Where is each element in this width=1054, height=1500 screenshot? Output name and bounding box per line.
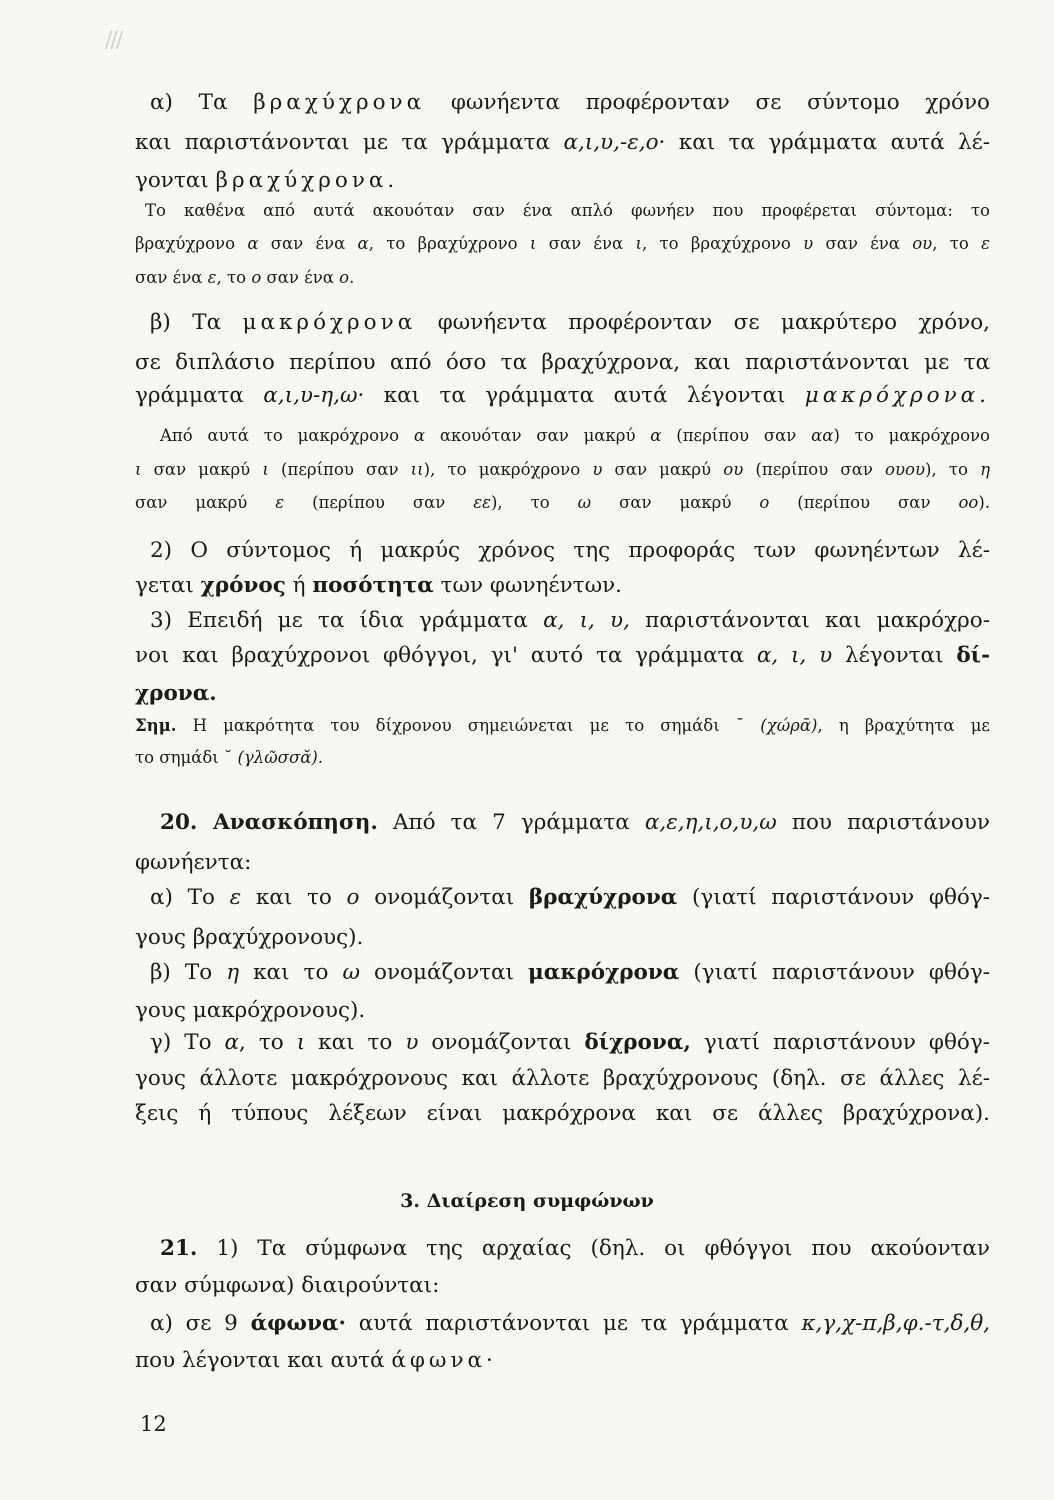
text-line [135,495,990,512]
text-line [135,1275,990,1297]
text-line [135,385,990,407]
text-run: ) το μακρόχρονο [833,426,990,445]
text-line [145,203,990,220]
text-run: δίχρονα, [584,1030,691,1055]
text-line [150,1032,990,1054]
text-run: που λέγονται και αυτά [135,1348,392,1373]
text-run: ο [251,268,262,287]
text-run: Η μακρότητα του δίχρονου σημειώνεται με το σημάδι ¯ [176,716,761,735]
text-run: η [226,960,240,985]
text-run: α [247,234,259,253]
text-line [150,92,990,114]
text-run: ξεις ή τύπους λέξεων είναι μακρόχρονα και σε άλλες βραχύχρονα). [135,1101,990,1126]
text-line [135,927,990,949]
text-run: σαν ένα [258,234,358,253]
text-run: εε [473,493,491,512]
text-run: υ [803,234,814,253]
text-run: β) Το [150,960,227,985]
text-run: βραχύχρονο [135,234,248,253]
text-line [135,170,990,192]
text-run: φωνήεντα προφέρονταν σε σύντομο χρόνο [425,90,990,115]
text-run: και τα γράμματα αυτά λέγονται [364,383,805,408]
text-run: ε [275,493,285,512]
text-run: α [413,426,426,445]
text-run: 21. [160,1236,198,1261]
text-run: α [224,1030,240,1055]
text-line [135,645,990,667]
text-run: ονομάζονται [359,960,529,985]
text-run: φωνήεντα: [135,850,252,875]
text-line [135,132,990,154]
text-run: , το [239,1030,297,1055]
text-run: ι [635,234,642,253]
text-run: ω [342,960,360,985]
text-run: Από τα 7 γράμματα [377,810,645,835]
text-run: (γιατί παριστάνουν φθόγ- [677,885,990,910]
text-run: άφωνα· [250,1311,346,1336]
text-run: μακρόχρονα. [804,383,990,408]
text-line [135,683,990,705]
text-run: (περίπου σαν [284,493,474,512]
text-run: (περίπου σαν [743,460,886,479]
text-run: οο [958,493,979,512]
text-run: και τα γράμματα αυτά λέ- [665,130,990,155]
text-line [135,1350,990,1372]
text-run: ποσότητα [312,573,434,598]
text-run: ε [981,234,990,253]
text-run: 3) Επειδή με τα ίδια γράμματα [150,608,544,633]
text-run: α [650,426,662,445]
text-run: α, ι, υ, [543,608,630,633]
text-run: ή [285,573,313,598]
text-run: που παριστάνουν [776,810,991,835]
text-run: σαν ένα [261,268,340,287]
text-run: ονομάζονται [359,885,529,910]
text-line [160,812,990,834]
text-run: χρονα. [135,681,217,706]
text-run: β) Τα [150,310,243,335]
text-run: ου [723,460,744,479]
text-run: φωνήεντα προφέρονταν σε μακρύτερο χρόνο, [416,310,990,335]
text-line [150,540,990,562]
text-run: κ,γ,χ-π,β,φ.-τ,δ,θ, [801,1311,991,1336]
text-run: γεται [135,573,201,598]
text-run: βραχύχρονα [528,885,678,910]
text-run: 1) Τα σύμφωνα της αρχαίας (δηλ. οι φθόγγοι που ακούονταν [197,1236,990,1261]
text-run: σαν ένα [813,234,913,253]
text-run: και το [241,885,347,910]
text-line [135,575,990,597]
text-run: ι [296,1030,306,1055]
text-run: γους άλλοτε μακρόχρονους και άλλοτε βραχύχρονους (δηλ. σε άλλες λέ- [135,1066,990,1091]
text-run: νοι και βραχύχρονοι φθόγγοι, γι' αυτό τα γράμματα [135,643,757,668]
text-run: ), το [924,460,981,479]
text-run: και το [305,1030,406,1055]
text-line [135,1000,990,1022]
text-run: σαν μακρύ [591,493,760,512]
text-line [135,352,990,374]
text-run: άφωνα· [391,1348,497,1373]
text-line [150,962,990,984]
text-run: (γιατί παριστάνουν φθόγ- [679,960,990,985]
text-run: 20. Ανασκόπηση. [160,810,378,835]
text-run: , το [216,268,252,287]
text-run: ο [346,885,360,910]
text-run: γράμματα [135,383,264,408]
text-run: σε διπλάσιο περίπου από όσο τα βραχύχρονα, και παριστάνονται με τα [135,350,990,375]
text-run: παριστάνονται και μακρόχρο- [629,608,990,633]
text-run: το σημάδι ˘ [135,748,238,767]
text-run: (περίπου σαν [661,426,812,445]
text-run: α,ι,υ-η,ω· [263,383,365,408]
text-line [150,610,990,632]
text-run: 2) Ο σύντομος ή μακρύς χρόνος της προφοράς των φωνηέντων λέ- [150,538,990,563]
text-run: Σημ. [135,716,177,735]
text-run: ι [262,460,269,479]
text-run: ονομάζονται [418,1030,585,1055]
text-run: υ [592,460,603,479]
text-run: σαν μακρύ [141,460,263,479]
text-run: α) Το [150,885,230,910]
text-run: ), το μακρόχρονο [423,460,593,479]
text-run: γους μακρόχρονους). [135,998,366,1023]
text-run: α, ι, υ [756,643,833,668]
text-run: βραχύχρονα [253,90,426,115]
text-run: α,ε,η,ι,ο,υ,ω [644,810,777,835]
text-line [135,462,990,479]
text-run: βραχύχρονα. [215,168,399,193]
text-run: ε [207,268,217,287]
text-run: (γλῶσσᾰ). [237,748,324,767]
text-run: η [980,460,990,479]
text-run: , το [932,234,982,253]
text-run: ο [759,493,770,512]
section-heading: 3. Διαίρεση συμφώνων [400,1190,654,1212]
text-line [135,1068,990,1090]
text-line [135,236,990,253]
text-run: ιι [410,460,424,479]
text-run: (περίπου σαν [769,493,959,512]
text-line [135,1103,990,1125]
text-run: αυτά παριστάνονται με τα γράμματα [345,1311,802,1336]
text-line [135,718,990,735]
text-run: χρόνος [200,573,286,598]
text-run: σαν μακρύ [135,493,276,512]
text-run: σαν σύμφωνα) διαιρούνται: [135,1273,440,1298]
text-run: Από αυτά το μακρόχρονο [160,426,414,445]
text-run: α) σε 9 [150,1311,251,1336]
text-run: Το καθένα από αυτά ακουόταν σαν ένα απλό φωνήεν που προφέρεται σύντομα: το [145,201,990,220]
margin-mark-icon: /// [105,28,122,53]
text-line [150,1313,990,1335]
text-run: δί- [956,643,990,668]
text-run: α) Τα [150,90,254,115]
page-number: 12 [140,1412,167,1436]
text-run: (χώρᾱ) [760,716,818,735]
text-line [135,852,990,874]
text-run: μακρόχρονα [242,310,417,335]
text-run: λέγονται [832,643,957,668]
text-run: ). [978,493,991,512]
text-line [135,270,990,287]
text-run: α [357,234,369,253]
text-run: αα [811,426,834,445]
text-line [160,1238,990,1260]
text-run: , το βραχύχρονο [368,234,530,253]
text-run: γ) Το [150,1030,225,1055]
text-run: ακουόταν σαν μακρύ [425,426,651,445]
text-run: σαν ένα [135,268,208,287]
text-line [150,887,990,909]
text-run: γιατί παριστάνουν φθόγ- [690,1030,990,1055]
text-run: υ [405,1030,419,1055]
text-run: γους βραχύχρονους). [135,925,364,950]
text-run: ), το [491,493,578,512]
text-run: σαν μακρύ [602,460,724,479]
text-run: ε [229,885,242,910]
text-run: ου [912,234,933,253]
text-run: σαν ένα [536,234,636,253]
text-run: των φωνηέντων. [433,573,623,598]
text-run: (περίπου σαν [268,460,411,479]
text-run: α,ι,υ,-ε,ο· [563,130,666,155]
text-run: γονται [135,168,216,193]
text-run: και το [239,960,343,985]
text-run: ουου [885,460,925,479]
text-line [135,750,990,767]
text-run: , το βραχύχρονο [641,234,804,253]
text-line [150,312,990,334]
text-run: ι [135,460,142,479]
text-run: μακρόχρονα [528,960,680,985]
text-run: ο [339,268,350,287]
text-line [160,428,990,445]
text-run: , η βραχύτητα με [817,716,990,735]
text-run: και παριστάνονται με τα γράμματα [135,130,564,155]
text-run: ω [577,493,592,512]
text-run: . [349,268,355,287]
text-run: ι [529,234,537,253]
